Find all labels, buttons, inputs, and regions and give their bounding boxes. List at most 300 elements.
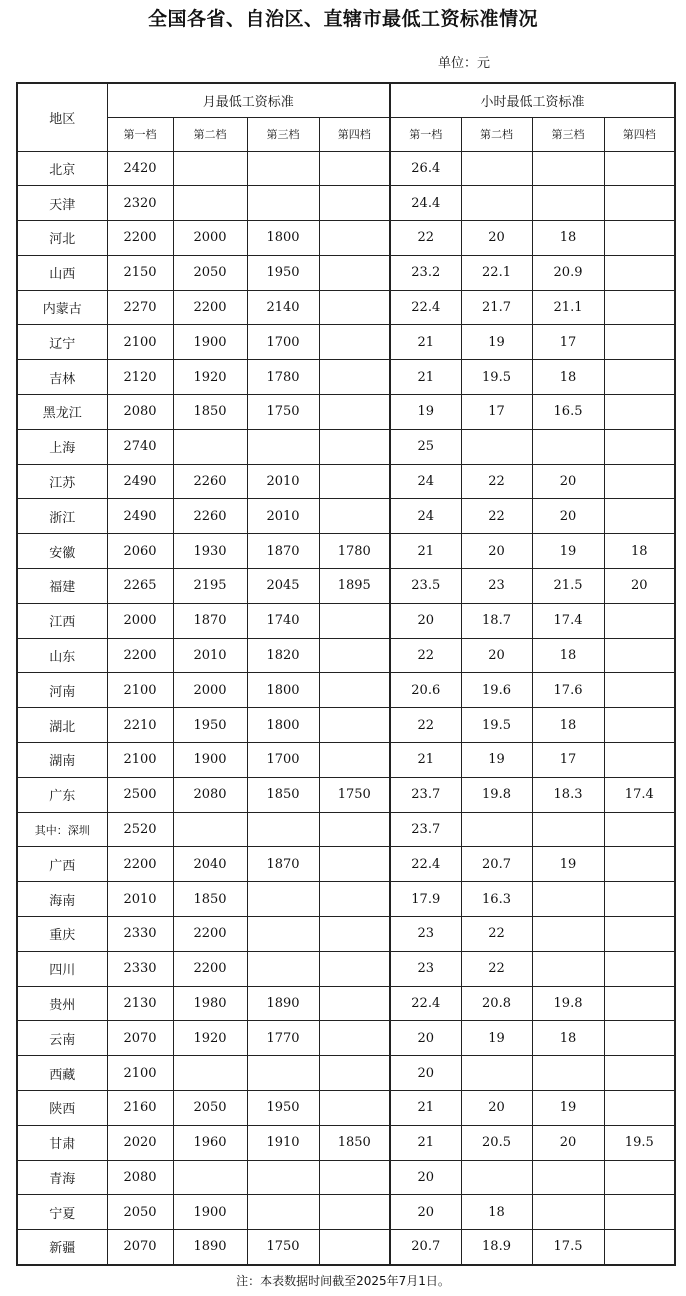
hourly-tier-3-cell: 17.4 bbox=[532, 603, 604, 638]
header-hourly-tier-4: 第四档 bbox=[604, 117, 675, 151]
monthly-tier-1-cell: 2100 bbox=[107, 1056, 173, 1091]
hourly-tier-4-cell bbox=[604, 917, 675, 952]
hourly-tier-2-cell: 16.3 bbox=[461, 882, 532, 917]
table-row bbox=[17, 186, 675, 221]
hourly-tier-2-cell: 20 bbox=[461, 221, 532, 256]
region-cell: 贵州 bbox=[17, 986, 107, 1021]
monthly-tier-1-cell: 2160 bbox=[107, 1091, 173, 1126]
hourly-tier-4-cell bbox=[604, 673, 675, 708]
monthly-tier-1-cell: 2270 bbox=[107, 290, 173, 325]
monthly-tier-1-cell: 2100 bbox=[107, 743, 173, 778]
table-row bbox=[17, 743, 675, 778]
hourly-tier-1-cell: 22 bbox=[390, 638, 461, 673]
hourly-tier-3-cell: 18 bbox=[532, 360, 604, 395]
hourly-tier-2-cell bbox=[461, 429, 532, 464]
monthly-tier-4-cell bbox=[319, 395, 390, 430]
table-row bbox=[17, 499, 675, 534]
monthly-tier-2-cell: 2260 bbox=[173, 464, 247, 499]
hourly-tier-2-cell: 20 bbox=[461, 638, 532, 673]
monthly-tier-4-cell bbox=[319, 882, 390, 917]
hourly-tier-1-cell: 21 bbox=[390, 1125, 461, 1160]
monthly-tier-1-cell: 2060 bbox=[107, 534, 173, 569]
hourly-tier-1-cell: 23 bbox=[390, 951, 461, 986]
monthly-tier-2-cell: 2260 bbox=[173, 499, 247, 534]
monthly-tier-1-cell: 2130 bbox=[107, 986, 173, 1021]
hourly-tier-4-cell: 19.5 bbox=[604, 1125, 675, 1160]
monthly-tier-2-cell: 2080 bbox=[173, 777, 247, 812]
monthly-tier-1-cell: 2200 bbox=[107, 847, 173, 882]
hourly-tier-3-cell: 17 bbox=[532, 325, 604, 360]
monthly-tier-1-cell: 2080 bbox=[107, 395, 173, 430]
table-row bbox=[17, 1160, 675, 1195]
monthly-tier-4-cell bbox=[319, 290, 390, 325]
hourly-tier-4-cell bbox=[604, 638, 675, 673]
region-cell: 西藏 bbox=[17, 1056, 107, 1091]
hourly-tier-1-cell: 21 bbox=[390, 743, 461, 778]
hourly-tier-1-cell: 24 bbox=[390, 464, 461, 499]
hourly-tier-3-cell: 18 bbox=[532, 221, 604, 256]
monthly-tier-3-cell bbox=[247, 882, 319, 917]
hourly-tier-3-cell: 17 bbox=[532, 743, 604, 778]
hourly-tier-3-cell: 19 bbox=[532, 1091, 604, 1126]
monthly-tier-3-cell bbox=[247, 951, 319, 986]
hourly-tier-1-cell: 26.4 bbox=[390, 151, 461, 186]
hourly-tier-4-cell bbox=[604, 1021, 675, 1056]
monthly-tier-2-cell: 2010 bbox=[173, 638, 247, 673]
hourly-tier-3-cell: 17.5 bbox=[532, 1230, 604, 1265]
monthly-tier-2-cell bbox=[173, 1056, 247, 1091]
hourly-tier-2-cell: 18 bbox=[461, 1195, 532, 1230]
monthly-tier-3-cell: 1800 bbox=[247, 708, 319, 743]
monthly-tier-3-cell: 1800 bbox=[247, 221, 319, 256]
table-row bbox=[17, 1021, 675, 1056]
hourly-tier-1-cell: 24 bbox=[390, 499, 461, 534]
hourly-tier-4-cell bbox=[604, 429, 675, 464]
monthly-tier-3-cell: 1770 bbox=[247, 1021, 319, 1056]
table-row bbox=[17, 569, 675, 604]
hourly-tier-2-cell: 22 bbox=[461, 464, 532, 499]
monthly-tier-4-cell: 1750 bbox=[319, 777, 390, 812]
monthly-tier-1-cell: 2330 bbox=[107, 951, 173, 986]
monthly-tier-2-cell: 2000 bbox=[173, 221, 247, 256]
monthly-tier-2-cell: 1950 bbox=[173, 708, 247, 743]
monthly-tier-3-cell bbox=[247, 1056, 319, 1091]
monthly-tier-2-cell: 1900 bbox=[173, 325, 247, 360]
monthly-tier-4-cell bbox=[319, 360, 390, 395]
table-row bbox=[17, 429, 675, 464]
header-monthly-tier-4: 第四档 bbox=[319, 117, 390, 151]
hourly-tier-1-cell: 20 bbox=[390, 1056, 461, 1091]
monthly-tier-3-cell: 1780 bbox=[247, 360, 319, 395]
hourly-tier-3-cell: 20 bbox=[532, 499, 604, 534]
monthly-tier-4-cell bbox=[319, 499, 390, 534]
hourly-tier-1-cell: 21 bbox=[390, 360, 461, 395]
hourly-tier-4-cell bbox=[604, 743, 675, 778]
hourly-tier-1-cell: 20.6 bbox=[390, 673, 461, 708]
monthly-tier-3-cell: 1870 bbox=[247, 847, 319, 882]
table-row bbox=[17, 221, 675, 256]
monthly-tier-1-cell: 2120 bbox=[107, 360, 173, 395]
monthly-tier-2-cell: 1890 bbox=[173, 1230, 247, 1265]
hourly-tier-2-cell: 20 bbox=[461, 534, 532, 569]
monthly-tier-4-cell bbox=[319, 464, 390, 499]
table-body bbox=[17, 151, 675, 1265]
table-row bbox=[17, 1125, 675, 1160]
hourly-tier-3-cell bbox=[532, 917, 604, 952]
table-row bbox=[17, 325, 675, 360]
hourly-tier-4-cell bbox=[604, 847, 675, 882]
region-cell: 山西 bbox=[17, 255, 107, 290]
monthly-tier-2-cell: 1980 bbox=[173, 986, 247, 1021]
hourly-tier-3-cell: 16.5 bbox=[532, 395, 604, 430]
monthly-tier-4-cell bbox=[319, 1195, 390, 1230]
hourly-tier-3-cell bbox=[532, 151, 604, 186]
header-hourly-tier-1: 第一档 bbox=[390, 117, 461, 151]
monthly-tier-1-cell: 2265 bbox=[107, 569, 173, 604]
table-row bbox=[17, 777, 675, 812]
monthly-tier-3-cell bbox=[247, 186, 319, 221]
hourly-tier-1-cell: 23.7 bbox=[390, 777, 461, 812]
table-row bbox=[17, 290, 675, 325]
monthly-tier-2-cell: 2040 bbox=[173, 847, 247, 882]
hourly-tier-3-cell bbox=[532, 1056, 604, 1091]
hourly-tier-1-cell: 21 bbox=[390, 325, 461, 360]
hourly-tier-4-cell bbox=[604, 708, 675, 743]
monthly-tier-1-cell: 2200 bbox=[107, 638, 173, 673]
monthly-tier-2-cell: 1930 bbox=[173, 534, 247, 569]
hourly-tier-2-cell: 19.5 bbox=[461, 708, 532, 743]
hourly-tier-1-cell: 21 bbox=[390, 534, 461, 569]
monthly-tier-4-cell bbox=[319, 743, 390, 778]
hourly-tier-3-cell bbox=[532, 951, 604, 986]
monthly-tier-2-cell: 2050 bbox=[173, 255, 247, 290]
hourly-tier-3-cell: 18.3 bbox=[532, 777, 604, 812]
monthly-tier-4-cell bbox=[319, 603, 390, 638]
monthly-tier-3-cell: 1750 bbox=[247, 395, 319, 430]
table-row bbox=[17, 464, 675, 499]
monthly-tier-3-cell: 1740 bbox=[247, 603, 319, 638]
region-cell: 海南 bbox=[17, 882, 107, 917]
hourly-tier-4-cell bbox=[604, 603, 675, 638]
monthly-tier-2-cell bbox=[173, 151, 247, 186]
table-row bbox=[17, 1195, 675, 1230]
hourly-tier-4-cell: 17.4 bbox=[604, 777, 675, 812]
hourly-tier-2-cell: 19.8 bbox=[461, 777, 532, 812]
hourly-tier-3-cell: 18 bbox=[532, 1021, 604, 1056]
monthly-tier-3-cell: 1950 bbox=[247, 1091, 319, 1126]
hourly-tier-2-cell: 20.7 bbox=[461, 847, 532, 882]
hourly-tier-2-cell: 18.7 bbox=[461, 603, 532, 638]
header-hourly-tier-3: 第三档 bbox=[532, 117, 604, 151]
monthly-tier-3-cell: 1950 bbox=[247, 255, 319, 290]
monthly-tier-4-cell: 1850 bbox=[319, 1125, 390, 1160]
monthly-tier-2-cell: 1850 bbox=[173, 882, 247, 917]
hourly-tier-4-cell bbox=[604, 464, 675, 499]
monthly-tier-4-cell: 1780 bbox=[319, 534, 390, 569]
monthly-tier-2-cell bbox=[173, 186, 247, 221]
hourly-tier-2-cell bbox=[461, 1160, 532, 1195]
hourly-tier-2-cell: 21.7 bbox=[461, 290, 532, 325]
region-cell: 天津 bbox=[17, 186, 107, 221]
region-cell: 北京 bbox=[17, 151, 107, 186]
monthly-tier-4-cell bbox=[319, 708, 390, 743]
region-cell: 重庆 bbox=[17, 917, 107, 952]
hourly-tier-3-cell bbox=[532, 1160, 604, 1195]
hourly-tier-2-cell: 19 bbox=[461, 743, 532, 778]
region-cell: 浙江 bbox=[17, 499, 107, 534]
hourly-tier-1-cell: 19 bbox=[390, 395, 461, 430]
monthly-tier-2-cell: 1850 bbox=[173, 395, 247, 430]
table-row bbox=[17, 395, 675, 430]
monthly-tier-1-cell: 2100 bbox=[107, 325, 173, 360]
hourly-tier-3-cell: 19 bbox=[532, 847, 604, 882]
monthly-tier-4-cell bbox=[319, 951, 390, 986]
monthly-tier-4-cell bbox=[319, 1021, 390, 1056]
monthly-tier-3-cell: 1870 bbox=[247, 534, 319, 569]
monthly-tier-4-cell bbox=[319, 986, 390, 1021]
hourly-tier-2-cell bbox=[461, 186, 532, 221]
header-monthly-tier-1: 第一档 bbox=[107, 117, 173, 151]
monthly-tier-4-cell bbox=[319, 1230, 390, 1265]
hourly-tier-2-cell: 19.5 bbox=[461, 360, 532, 395]
footnote: 注：本表数据时间截至2025年7月1日。 bbox=[236, 1274, 450, 1288]
hourly-tier-3-cell: 21.1 bbox=[532, 290, 604, 325]
hourly-tier-3-cell: 18 bbox=[532, 638, 604, 673]
unit-label: 单位：元 bbox=[437, 56, 490, 71]
header-monthly-tier-3: 第三档 bbox=[247, 117, 319, 151]
hourly-tier-4-cell bbox=[604, 951, 675, 986]
table-row bbox=[17, 917, 675, 952]
hourly-tier-2-cell bbox=[461, 1056, 532, 1091]
monthly-tier-2-cell: 1900 bbox=[173, 1195, 247, 1230]
hourly-tier-2-cell: 19.6 bbox=[461, 673, 532, 708]
monthly-tier-4-cell bbox=[319, 1091, 390, 1126]
monthly-tier-1-cell: 2320 bbox=[107, 186, 173, 221]
page-title: 全国各省、自治区、直辖市最低工资标准情况 bbox=[147, 8, 538, 30]
table-row bbox=[17, 951, 675, 986]
wage-table bbox=[16, 82, 676, 1266]
region-cell: 其中：深圳 bbox=[17, 812, 107, 847]
header-region: 地区 bbox=[17, 83, 107, 151]
region-cell: 山东 bbox=[17, 638, 107, 673]
monthly-tier-3-cell: 1890 bbox=[247, 986, 319, 1021]
monthly-tier-3-cell: 2045 bbox=[247, 569, 319, 604]
monthly-tier-2-cell bbox=[173, 812, 247, 847]
monthly-tier-1-cell: 2740 bbox=[107, 429, 173, 464]
monthly-tier-2-cell: 2195 bbox=[173, 569, 247, 604]
hourly-tier-4-cell bbox=[604, 290, 675, 325]
region-cell: 湖北 bbox=[17, 708, 107, 743]
monthly-tier-4-cell bbox=[319, 1160, 390, 1195]
monthly-tier-3-cell: 2010 bbox=[247, 499, 319, 534]
monthly-tier-4-cell bbox=[319, 812, 390, 847]
hourly-tier-1-cell: 23.7 bbox=[390, 812, 461, 847]
table-row bbox=[17, 847, 675, 882]
hourly-tier-1-cell: 22 bbox=[390, 221, 461, 256]
hourly-tier-4-cell bbox=[604, 499, 675, 534]
monthly-tier-1-cell: 2490 bbox=[107, 464, 173, 499]
monthly-tier-1-cell: 2520 bbox=[107, 812, 173, 847]
hourly-tier-3-cell bbox=[532, 812, 604, 847]
monthly-tier-1-cell: 2500 bbox=[107, 777, 173, 812]
monthly-tier-3-cell bbox=[247, 812, 319, 847]
hourly-tier-4-cell bbox=[604, 186, 675, 221]
hourly-tier-1-cell: 20.7 bbox=[390, 1230, 461, 1265]
table-row bbox=[17, 708, 675, 743]
monthly-tier-3-cell: 1750 bbox=[247, 1230, 319, 1265]
hourly-tier-4-cell bbox=[604, 221, 675, 256]
monthly-tier-4-cell bbox=[319, 325, 390, 360]
hourly-tier-4-cell: 18 bbox=[604, 534, 675, 569]
monthly-tier-1-cell: 2420 bbox=[107, 151, 173, 186]
hourly-tier-4-cell bbox=[604, 1230, 675, 1265]
monthly-tier-1-cell: 2000 bbox=[107, 603, 173, 638]
monthly-tier-4-cell bbox=[319, 917, 390, 952]
region-cell: 吉林 bbox=[17, 360, 107, 395]
monthly-tier-2-cell: 1900 bbox=[173, 743, 247, 778]
table-row bbox=[17, 1056, 675, 1091]
monthly-tier-1-cell: 2330 bbox=[107, 917, 173, 952]
hourly-tier-1-cell: 17.9 bbox=[390, 882, 461, 917]
hourly-tier-1-cell: 25 bbox=[390, 429, 461, 464]
region-cell: 黑龙江 bbox=[17, 395, 107, 430]
region-cell: 福建 bbox=[17, 569, 107, 604]
region-cell: 新疆 bbox=[17, 1230, 107, 1265]
monthly-tier-3-cell: 1910 bbox=[247, 1125, 319, 1160]
region-cell: 河北 bbox=[17, 221, 107, 256]
monthly-tier-4-cell bbox=[319, 847, 390, 882]
hourly-tier-1-cell: 20 bbox=[390, 1195, 461, 1230]
monthly-tier-1-cell: 2150 bbox=[107, 255, 173, 290]
hourly-tier-2-cell: 17 bbox=[461, 395, 532, 430]
hourly-tier-1-cell: 20 bbox=[390, 1021, 461, 1056]
hourly-tier-1-cell: 22.4 bbox=[390, 847, 461, 882]
hourly-tier-3-cell: 20 bbox=[532, 1125, 604, 1160]
monthly-tier-3-cell: 1800 bbox=[247, 673, 319, 708]
hourly-tier-4-cell bbox=[604, 360, 675, 395]
monthly-tier-2-cell: 2000 bbox=[173, 673, 247, 708]
hourly-tier-2-cell bbox=[461, 812, 532, 847]
monthly-tier-2-cell: 2200 bbox=[173, 917, 247, 952]
monthly-tier-1-cell: 2010 bbox=[107, 882, 173, 917]
region-cell: 宁夏 bbox=[17, 1195, 107, 1230]
table-row bbox=[17, 1230, 675, 1265]
monthly-tier-3-cell: 2140 bbox=[247, 290, 319, 325]
monthly-tier-2-cell: 1920 bbox=[173, 360, 247, 395]
monthly-tier-3-cell bbox=[247, 1160, 319, 1195]
monthly-tier-2-cell: 2200 bbox=[173, 951, 247, 986]
header-hourly-tier-2: 第二档 bbox=[461, 117, 532, 151]
monthly-tier-2-cell bbox=[173, 1160, 247, 1195]
hourly-tier-3-cell bbox=[532, 186, 604, 221]
monthly-tier-1-cell: 2100 bbox=[107, 673, 173, 708]
region-cell: 江西 bbox=[17, 603, 107, 638]
monthly-tier-3-cell: 1700 bbox=[247, 743, 319, 778]
table-row bbox=[17, 151, 675, 186]
hourly-tier-3-cell bbox=[532, 1195, 604, 1230]
monthly-tier-2-cell: 1960 bbox=[173, 1125, 247, 1160]
table-row bbox=[17, 534, 675, 569]
hourly-tier-2-cell: 19 bbox=[461, 1021, 532, 1056]
monthly-tier-1-cell: 2020 bbox=[107, 1125, 173, 1160]
hourly-tier-3-cell bbox=[532, 429, 604, 464]
hourly-tier-1-cell: 23.5 bbox=[390, 569, 461, 604]
region-cell: 广西 bbox=[17, 847, 107, 882]
hourly-tier-1-cell: 20 bbox=[390, 603, 461, 638]
hourly-tier-2-cell: 22.1 bbox=[461, 255, 532, 290]
table-row bbox=[17, 255, 675, 290]
hourly-tier-2-cell: 22 bbox=[461, 499, 532, 534]
region-cell: 湖南 bbox=[17, 743, 107, 778]
hourly-tier-1-cell: 24.4 bbox=[390, 186, 461, 221]
hourly-tier-3-cell: 19 bbox=[532, 534, 604, 569]
header-monthly-tier-2: 第二档 bbox=[173, 117, 247, 151]
hourly-tier-4-cell bbox=[604, 1056, 675, 1091]
hourly-tier-2-cell: 23 bbox=[461, 569, 532, 604]
hourly-tier-4-cell bbox=[604, 986, 675, 1021]
table-row bbox=[17, 603, 675, 638]
region-cell: 上海 bbox=[17, 429, 107, 464]
monthly-tier-2-cell: 1920 bbox=[173, 1021, 247, 1056]
hourly-tier-4-cell bbox=[604, 255, 675, 290]
hourly-tier-2-cell: 20.5 bbox=[461, 1125, 532, 1160]
monthly-tier-1-cell: 2210 bbox=[107, 708, 173, 743]
hourly-tier-3-cell: 17.6 bbox=[532, 673, 604, 708]
hourly-tier-3-cell: 18 bbox=[532, 708, 604, 743]
hourly-tier-2-cell: 20 bbox=[461, 1091, 532, 1126]
hourly-tier-1-cell: 23.2 bbox=[390, 255, 461, 290]
hourly-tier-4-cell bbox=[604, 812, 675, 847]
monthly-tier-2-cell: 1870 bbox=[173, 603, 247, 638]
hourly-tier-4-cell bbox=[604, 1195, 675, 1230]
table-row bbox=[17, 882, 675, 917]
monthly-tier-3-cell: 2010 bbox=[247, 464, 319, 499]
hourly-tier-1-cell: 20 bbox=[390, 1160, 461, 1195]
monthly-tier-4-cell bbox=[319, 638, 390, 673]
hourly-tier-2-cell: 18.9 bbox=[461, 1230, 532, 1265]
region-cell: 辽宁 bbox=[17, 325, 107, 360]
hourly-tier-2-cell: 19 bbox=[461, 325, 532, 360]
header-hourly: 小时最低工资标准 bbox=[390, 83, 675, 117]
table-row bbox=[17, 638, 675, 673]
monthly-tier-4-cell bbox=[319, 429, 390, 464]
region-cell: 甘肃 bbox=[17, 1125, 107, 1160]
monthly-tier-2-cell: 2050 bbox=[173, 1091, 247, 1126]
monthly-tier-3-cell: 1850 bbox=[247, 777, 319, 812]
table-row bbox=[17, 360, 675, 395]
region-cell: 广东 bbox=[17, 777, 107, 812]
hourly-tier-4-cell: 20 bbox=[604, 569, 675, 604]
hourly-tier-1-cell: 23 bbox=[390, 917, 461, 952]
hourly-tier-1-cell: 22 bbox=[390, 708, 461, 743]
monthly-tier-3-cell bbox=[247, 1195, 319, 1230]
region-cell: 青海 bbox=[17, 1160, 107, 1195]
hourly-tier-1-cell: 21 bbox=[390, 1091, 461, 1126]
hourly-tier-4-cell bbox=[604, 325, 675, 360]
monthly-tier-3-cell bbox=[247, 429, 319, 464]
region-cell: 云南 bbox=[17, 1021, 107, 1056]
table-row bbox=[17, 673, 675, 708]
hourly-tier-3-cell: 20.9 bbox=[532, 255, 604, 290]
region-cell: 陕西 bbox=[17, 1091, 107, 1126]
monthly-tier-1-cell: 2050 bbox=[107, 1195, 173, 1230]
hourly-tier-2-cell: 22 bbox=[461, 951, 532, 986]
hourly-tier-3-cell bbox=[532, 882, 604, 917]
region-cell: 河南 bbox=[17, 673, 107, 708]
monthly-tier-2-cell bbox=[173, 429, 247, 464]
hourly-tier-3-cell: 21.5 bbox=[532, 569, 604, 604]
monthly-tier-4-cell bbox=[319, 221, 390, 256]
